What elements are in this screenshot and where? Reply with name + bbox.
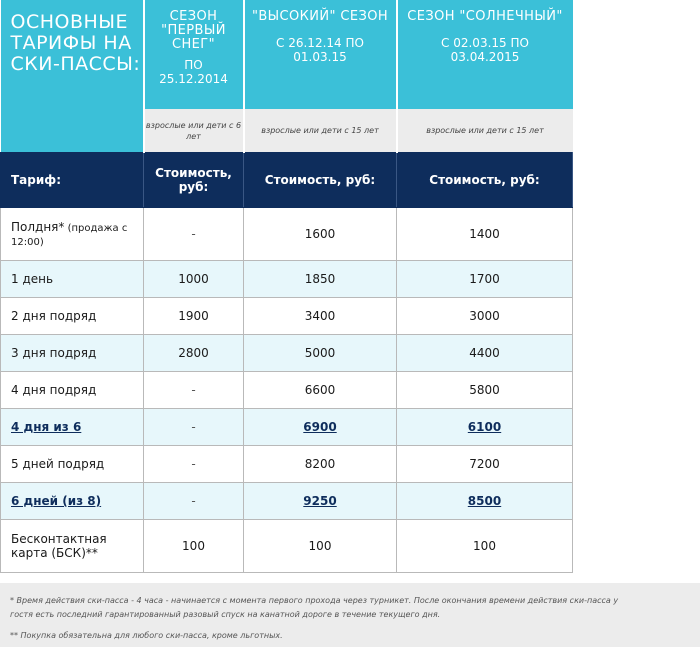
price-cell: 2800 — [144, 335, 244, 372]
price-cell: 100 — [397, 520, 573, 573]
season-high — [244, 0, 397, 109]
price-cell: - — [144, 409, 244, 446]
season-dates: 25.12.2014 — [159, 72, 228, 86]
season-name: СНЕГ" — [172, 37, 215, 52]
season-first-snow — [144, 0, 244, 109]
price-cell: 100 — [244, 520, 397, 573]
tariff-label: 4 дня подряд — [1, 372, 144, 409]
table-row — [1, 520, 573, 573]
tariff-label: 6 дней (из 8) — [1, 483, 144, 520]
age-note: взрослые или дети с 6 лет — [144, 109, 244, 153]
table-row — [1, 208, 573, 261]
tariff-label: 5 дней подряд — [1, 446, 144, 483]
price-cell: 6100 — [397, 409, 573, 446]
footnotes — [0, 583, 700, 647]
price-column-header: Стоимость, руб: — [397, 153, 573, 208]
season-header-row — [1, 0, 573, 109]
price-cell: 1600 — [244, 208, 397, 261]
tariff-label: 3 дня подряд — [1, 335, 144, 372]
tariff-label: 2 дня подряд — [1, 298, 144, 335]
price-column-header: Стоимость, руб: — [244, 153, 397, 208]
tariff-label-text: Полдня* — [11, 220, 65, 234]
age-note: взрослые или дети с 15 лет — [244, 109, 397, 153]
price-cell: 1850 — [244, 261, 397, 298]
price-cell: - — [144, 208, 244, 261]
price-cell: 6900 — [244, 409, 397, 446]
season-dates: С 26.12.14 ПО — [276, 36, 364, 50]
title-line: СКИ-ПАССЫ: — [10, 53, 141, 75]
price-header-line: Стоимость, — [155, 166, 232, 180]
price-cell: 3400 — [244, 298, 397, 335]
age-note-row — [1, 109, 573, 153]
price-cell: 9250 — [244, 483, 397, 520]
season-dates: С 02.03.15 ПО — [441, 36, 529, 50]
column-header-row — [1, 153, 573, 208]
age-note: взрослые или дети с 15 лет — [397, 109, 573, 153]
price-cell: - — [144, 446, 244, 483]
price-cell: 3000 — [397, 298, 573, 335]
tariff-note: (продажа с 12:00) — [11, 223, 128, 248]
price-cell: - — [144, 372, 244, 409]
price-cell: 8500 — [397, 483, 573, 520]
table-row — [1, 409, 573, 446]
table-title — [1, 0, 144, 109]
tariff-label: 1 день — [1, 261, 144, 298]
tariff-label: Бесконтактная карта (БСК)** — [1, 520, 144, 573]
title-line: ТАРИФЫ НА — [10, 32, 132, 54]
table-row — [1, 446, 573, 483]
season-name: СЕЗОН — [169, 9, 218, 24]
title-line: ОСНОВНЫЕ — [10, 11, 129, 33]
price-header-line: руб: — [178, 180, 209, 194]
price-cell: 5800 — [397, 372, 573, 409]
footnote-line: * Время действия ски-пасса - 4 часа - начинается с момента первого прохода через турникет. После окончания времени действия ски-пасса у — [10, 596, 619, 605]
table-row — [1, 261, 573, 298]
season-name: "ПЕРВЫЙ — [161, 23, 226, 38]
price-cell: 1900 — [144, 298, 244, 335]
season-sunny — [397, 0, 573, 109]
tariff-label: 4 дня из 6 — [1, 409, 144, 446]
footnote-line: гостя есть последний гарантированный разовый спуск на канатной дороге в течение текущего дня. — [10, 610, 441, 619]
price-column-header — [144, 153, 244, 208]
price-cell: 6600 — [244, 372, 397, 409]
table-row — [1, 335, 573, 372]
price-cell: 100 — [144, 520, 244, 573]
price-cell: 1000 — [144, 261, 244, 298]
price-cell: 1700 — [397, 261, 573, 298]
price-cell: - — [144, 483, 244, 520]
price-cell: 5000 — [244, 335, 397, 372]
footnote-card: ** Покупка обязательна для любого ски-пасса, кроме льготных. — [10, 631, 283, 640]
season-dates: 03.04.2015 — [450, 50, 520, 64]
table-row — [1, 298, 573, 335]
price-cell: 8200 — [244, 446, 397, 483]
table-row — [1, 483, 573, 520]
season-name: "ВЫСОКИЙ" СЕЗОН — [251, 9, 389, 24]
price-cell: 7200 — [397, 446, 573, 483]
footnote-time — [10, 594, 690, 622]
price-cell: 4400 — [397, 335, 573, 372]
tariff-label — [1, 208, 144, 261]
season-dates: 01.03.15 — [293, 50, 347, 64]
season-dates: ПО — [184, 58, 203, 72]
price-cell: 1400 — [397, 208, 573, 261]
tariff-column-header: Тариф: — [1, 153, 144, 208]
table-row — [1, 372, 573, 409]
season-name: СЕЗОН "СОЛНЕЧНЫЙ" — [407, 9, 563, 24]
